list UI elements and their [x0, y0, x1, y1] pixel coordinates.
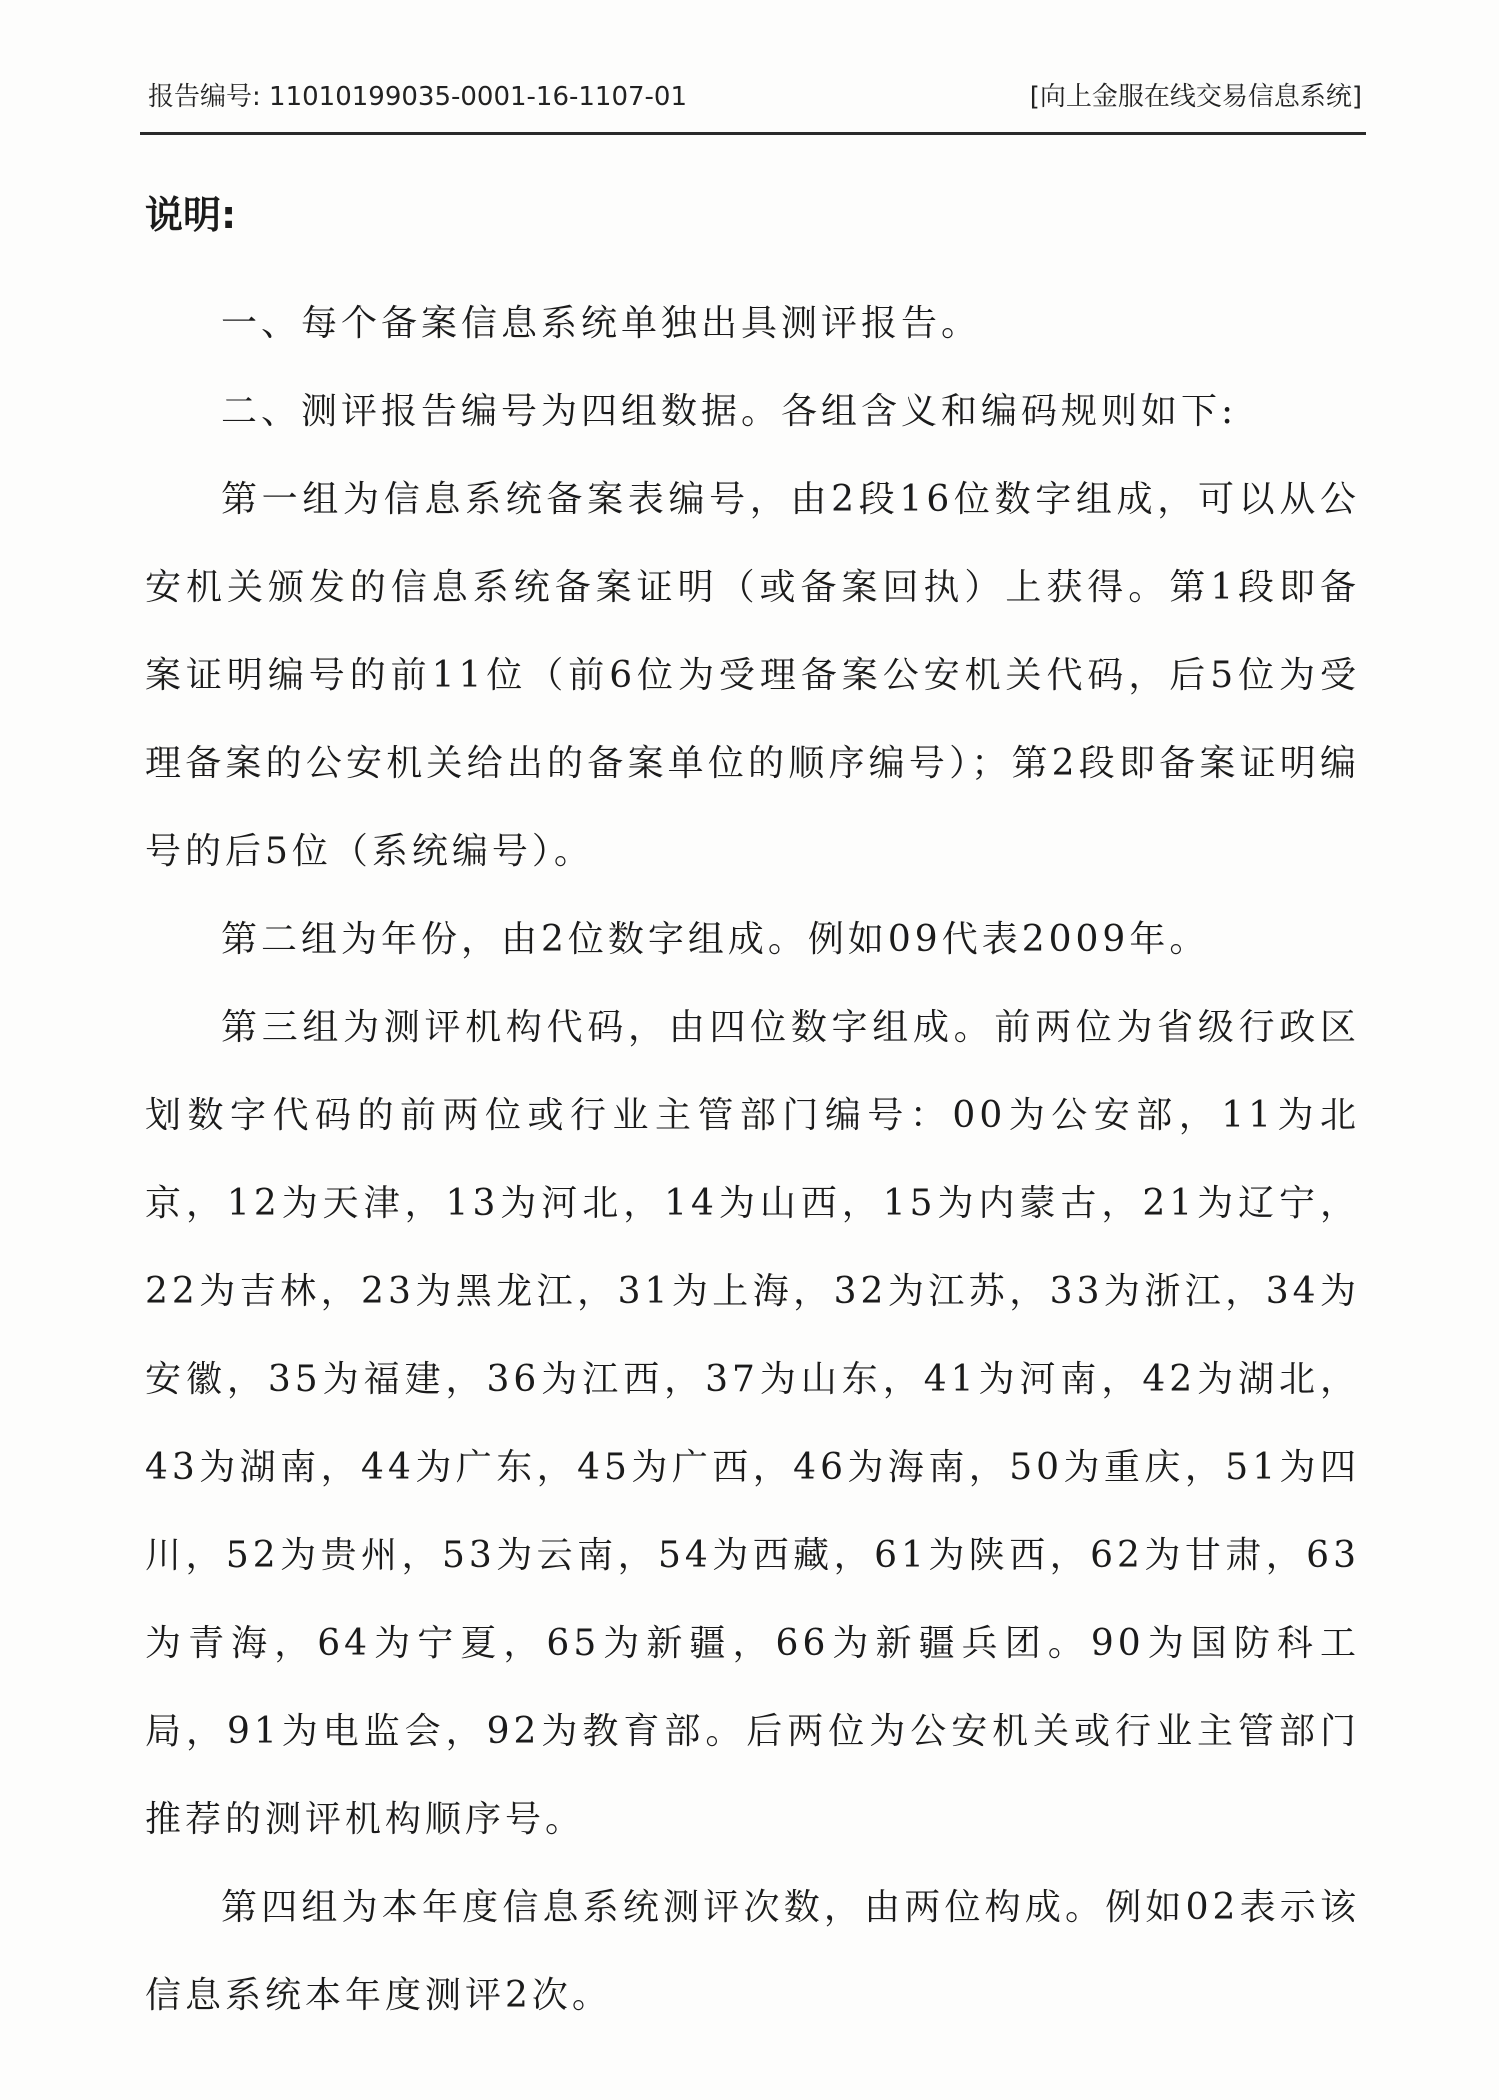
paragraph-1: 一、每个备案信息系统单独出具测评报告。 — [221, 303, 982, 344]
header-divider — [140, 132, 1366, 135]
report-number: 报告编号: 11010199035-0001-16-1107-01 — [148, 82, 688, 112]
paragraph-6: 第四组为本年度信息系统测评次数，由两位构成。例如02表示该信息系统本年度测评2次。 — [145, 1887, 1360, 2016]
section-heading: 说明: — [145, 193, 237, 237]
system-name: [向上金服在线交易信息系统] — [1029, 82, 1362, 112]
paragraph-5: 第三组为测评机构代码，由四位数字组成。前两位为省级行政区划数字代码的前两位或行业主管部门编号：00为公安部，11为北京，12为天津，13为河北，14为山西，15为内蒙古，21为辽宁，22为吉林，23为黑龙江，31为上海，32为江苏，33为浙江，34为安徽，35为福建，36为江西，37为山东，41为河南，42为湖北，43为湖南，44为广东，45为广西，46为海南，50为重庆，51为四川，52为贵州，53为云南，54为西藏，61为陕西，62为甘肃，63为青海，64为宁夏，65为新疆，66为新疆兵团。90为国防科工局，91为电监会，92为教育部。后两位为公安机关或行业主管部门推荐的测评机构顺序号。 — [145, 1007, 1360, 1840]
paragraph-2: 二、测评报告编号为四组数据。各组含义和编码规则如下: — [221, 391, 1238, 432]
page-header — [140, 70, 1366, 130]
paragraph-4: 第二组为年份，由2位数字组成。例如09代表2009年。 — [221, 919, 1210, 960]
paragraph-3: 第一组为信息系统备案表编号，由2段16位数字组成，可以从公安机关颁发的信息系统备案证明（或备案回执）上获得。第1段即备案证明编号的前11位（前6位为受理备案公安机关代码，后5位为受理备案的公安机关给出的备案单位的顺序编号）；第2段即备案证明编号的后5位（系统编号）。 — [145, 479, 1360, 872]
document-body — [145, 190, 1360, 2040]
